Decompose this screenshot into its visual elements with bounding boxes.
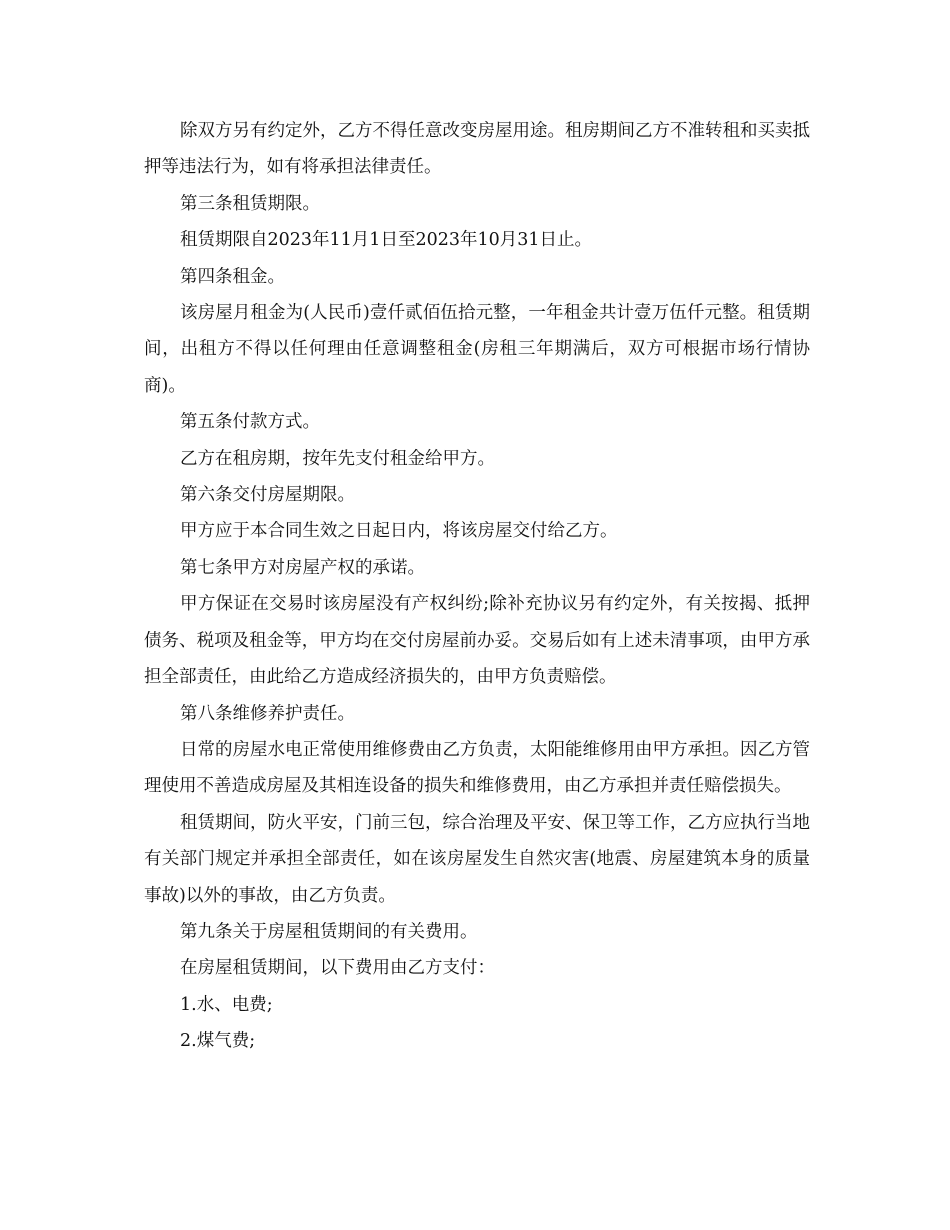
heading-article-4: 第四条租金。 (180, 266, 285, 287)
paragraph-rent: 该房屋月租金为(人民币)壹仟贰佰伍拾元整，一年租金共计壹万伍仟元整。租赁期间，出租方不得以任何理由任意调整租金(房租三年期满后，双方可根据市场行情协商)。 (144, 303, 810, 396)
document-body (144, 113, 810, 1060)
heading-article-5: 第五条付款方式。 (180, 412, 320, 433)
paragraph-delivery: 甲方应于本合同生效之日起日内，将该房屋交付给乙方。 (180, 521, 618, 542)
heading-article-7: 第七条甲方对房屋产权的承诺。 (180, 557, 425, 578)
list-item-fee-1: 1.水、电费; (180, 994, 273, 1015)
paragraph-maintenance: 日常的房屋水电正常使用维修费由乙方负责，太阳能维修用由甲方承担。因乙方管理使用不善造成房屋及其相连设备的损失和维修费用，由乙方承担并责任赔偿损失。 (144, 739, 810, 797)
heading-article-8: 第八条维修养护责任。 (180, 703, 355, 724)
heading-article-3: 第三条租赁期限。 (180, 193, 320, 214)
paragraph-fees-intro: 在房屋租赁期间，以下费用由乙方支付： (180, 958, 495, 979)
heading-article-9: 第九条关于房屋租赁期间的有关费用。 (180, 921, 478, 942)
paragraph-safety: 租赁期间，防火平安，门前三包，综合治理及平安、保卫等工作，乙方应执行当地有关部门规定并承担全部责任，如在该房屋发生自然灾害(地震、房屋建筑本身的质量事故)以外的事故，由乙方负责。 (144, 812, 810, 906)
list-item-fee-2: 2.煤气费; (180, 1031, 256, 1052)
heading-article-6: 第六条交付房屋期限。 (180, 485, 355, 506)
paragraph-payment: 乙方在租房期，按年先支付租金给甲方。 (180, 448, 495, 469)
paragraph-use-restriction: 除双方另有约定外，乙方不得任意改变房屋用途。租房期间乙方不准转租和买卖抵押等违法行为，如有将承担法律责任。 (144, 121, 810, 178)
paragraph-property-rights: 甲方保证在交易时该房屋没有产权纠纷;除补充协议另有约定外，有关按揭、抵押债务、税项及租金等，甲方均在交付房屋前办妥。交易后如有上述未清事项，由甲方承担全部责任，由此给乙方造成经济损失的，由甲方负责赔偿。 (144, 594, 810, 688)
paragraph-lease-term: 租赁期限自2023年11月1日至2023年10月31日止。 (180, 230, 593, 251)
